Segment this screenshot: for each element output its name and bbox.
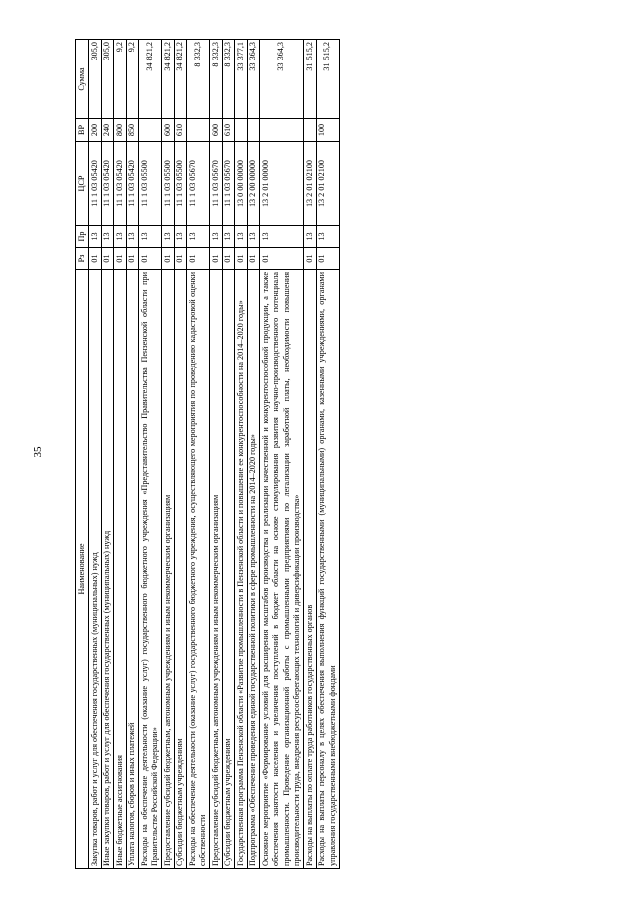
cell-pr: 13 bbox=[235, 226, 248, 248]
cell-sum: 33 377,1 bbox=[235, 40, 248, 119]
table-row bbox=[222, 40, 235, 869]
cell-sum: 8 332,3 bbox=[210, 40, 223, 119]
table-row bbox=[126, 40, 139, 869]
cell-name: Расходы на выплаты персоналу в целях обеспечения выполнения функций государственными (муниципальными) органами, казенными учреждениями, органами управления государственными внебюджетными фондами bbox=[316, 270, 339, 869]
cell-vr: 240 bbox=[101, 119, 114, 142]
header-vr: ВР bbox=[76, 119, 89, 142]
cell-name: Иные бюджетные ассигнования bbox=[114, 270, 127, 869]
cell-pr: 13 bbox=[210, 226, 223, 248]
cell-vr: 100 bbox=[316, 119, 339, 142]
cell-vr bbox=[260, 119, 304, 142]
cell-pr: 13 bbox=[89, 226, 102, 248]
cell-pr: 13 bbox=[187, 226, 210, 248]
cell-rz: 01 bbox=[174, 248, 187, 270]
page-number: 35 bbox=[32, 446, 44, 458]
rotated-table-container bbox=[75, 40, 340, 869]
cell-csr: 11 1 03 05500 bbox=[139, 142, 162, 226]
header-pr: Пр bbox=[76, 226, 89, 248]
cell-sum: 31 515,2 bbox=[304, 40, 317, 119]
cell-csr: 11 1 03 05500 bbox=[174, 142, 187, 226]
cell-csr: 11 1 03 05670 bbox=[187, 142, 210, 226]
cell-csr: 11 1 03 05670 bbox=[222, 142, 235, 226]
cell-name: Расходы на обеспечение деятельности (оказание услуг) государственного бюджетного учреждения, осуществляющего мероприятия по проведению кадастровой оценки собственности bbox=[187, 270, 210, 869]
cell-name: Субсидии бюджетным учреждениям bbox=[174, 270, 187, 869]
table-row bbox=[235, 40, 248, 869]
table-row bbox=[316, 40, 339, 869]
cell-csr: 11 1 03 05670 bbox=[210, 142, 223, 226]
cell-csr: 11 1 03 05420 bbox=[89, 142, 102, 226]
cell-vr bbox=[139, 119, 162, 142]
cell-pr: 13 bbox=[304, 226, 317, 248]
cell-vr bbox=[304, 119, 317, 142]
cell-sum: 8 332,3 bbox=[222, 40, 235, 119]
cell-sum: 34 821,2 bbox=[162, 40, 175, 119]
table-row bbox=[101, 40, 114, 869]
cell-vr: 200 bbox=[89, 119, 102, 142]
cell-sum: 34 821,2 bbox=[174, 40, 187, 119]
cell-sum: 33 364,3 bbox=[260, 40, 304, 119]
cell-sum: 31 515,2 bbox=[316, 40, 339, 119]
cell-rz: 01 bbox=[126, 248, 139, 270]
table-row bbox=[139, 40, 162, 869]
cell-sum: 8 332,3 bbox=[187, 40, 210, 119]
cell-csr: 13 2 01 02100 bbox=[304, 142, 317, 226]
cell-sum: 9,2 bbox=[114, 40, 127, 119]
cell-pr: 13 bbox=[222, 226, 235, 248]
cell-sum: 9,2 bbox=[126, 40, 139, 119]
table-row bbox=[187, 40, 210, 869]
table-row bbox=[260, 40, 304, 869]
cell-csr: 11 1 03 05500 bbox=[162, 142, 175, 226]
cell-name: Расходы на обеспечение деятельности (оказание услуг) государственного бюджетного учреждения «Представительство Правительства Пензенской области при Правительстве Российской Федерации» bbox=[139, 270, 162, 869]
cell-rz: 01 bbox=[304, 248, 317, 270]
cell-rz: 01 bbox=[210, 248, 223, 270]
table-row bbox=[210, 40, 223, 869]
cell-name: Основное мероприятие «Формирование условий для расширения масштабов производства и реализации качественной и конкурентоспособной продукции, а также обеспечения занятости населения и увеличения поступлений в бюджет области на основе стимулирования развития научно-производственного потенциала промышленности. Проведение организационной работы с промышленными предприятиями по легализации заработной платы, необходимости повышения производительности труда, внедрения ресурсосберегающих технологий и диверсификации производства» bbox=[260, 270, 304, 869]
cell-csr: 13 2 00 00000 bbox=[247, 142, 260, 226]
table-row bbox=[89, 40, 102, 869]
cell-vr: 610 bbox=[174, 119, 187, 142]
cell-rz: 01 bbox=[316, 248, 339, 270]
cell-csr: 13 2 01 00000 bbox=[260, 142, 304, 226]
cell-name: Предоставление субсидий бюджетным, автономным учреждениям и иным некоммерческим организациям bbox=[210, 270, 223, 869]
cell-pr: 13 bbox=[260, 226, 304, 248]
cell-name: Расходы на выплаты по оплате труда работников государственных органов bbox=[304, 270, 317, 869]
cell-pr: 13 bbox=[174, 226, 187, 248]
cell-csr: 13 0 00 00000 bbox=[235, 142, 248, 226]
cell-csr: 13 2 01 02100 bbox=[316, 142, 339, 226]
cell-vr: 610 bbox=[222, 119, 235, 142]
header-name: Наименование bbox=[76, 270, 89, 869]
cell-name: Подпрограмма «Обеспечение проведения единой государственной политики в сфере промышленности на 2014–2020 годы» bbox=[247, 270, 260, 869]
table-row bbox=[247, 40, 260, 869]
cell-rz: 01 bbox=[162, 248, 175, 270]
cell-sum: 34 821,2 bbox=[139, 40, 162, 119]
table-header-row bbox=[76, 40, 89, 869]
cell-pr: 13 bbox=[162, 226, 175, 248]
cell-name: Государственная программа Пензенской области «Развитие промышленности в Пензенской области и повышение ее конкурентоспособности на 2014–2020 годы» bbox=[235, 270, 248, 869]
cell-rz: 01 bbox=[89, 248, 102, 270]
header-sum: Сумма bbox=[76, 40, 89, 119]
cell-csr: 11 1 03 05420 bbox=[101, 142, 114, 226]
cell-rz: 01 bbox=[247, 248, 260, 270]
cell-rz: 01 bbox=[139, 248, 162, 270]
cell-csr: 11 1 03 05420 bbox=[126, 142, 139, 226]
cell-name: Закупка товаров, работ и услуг для обеспечения государственных (муниципальных) нужд bbox=[89, 270, 102, 869]
budget-table bbox=[75, 39, 340, 869]
table-row bbox=[114, 40, 127, 869]
header-csr: ЦСР bbox=[76, 142, 89, 226]
cell-name: Субсидии бюджетным учреждениям bbox=[222, 270, 235, 869]
cell-rz: 01 bbox=[235, 248, 248, 270]
cell-pr: 13 bbox=[114, 226, 127, 248]
cell-pr: 13 bbox=[316, 226, 339, 248]
cell-sum: 33 364,3 bbox=[247, 40, 260, 119]
cell-name: Уплата налогов, сборов и иных платежей bbox=[126, 270, 139, 869]
cell-pr: 13 bbox=[126, 226, 139, 248]
cell-vr bbox=[247, 119, 260, 142]
cell-vr: 850 bbox=[126, 119, 139, 142]
cell-pr: 13 bbox=[247, 226, 260, 248]
cell-vr: 800 bbox=[114, 119, 127, 142]
cell-vr bbox=[235, 119, 248, 142]
cell-rz: 01 bbox=[101, 248, 114, 270]
cell-rz: 01 bbox=[114, 248, 127, 270]
cell-vr bbox=[187, 119, 210, 142]
header-rz: Рз bbox=[76, 248, 89, 270]
cell-name: Предоставление субсидий бюджетным, автономным учреждениям и иным некоммерческим организациям bbox=[162, 270, 175, 869]
cell-name: Иные закупки товаров, работ и услуг для обеспечения государственных (муниципальных) нужд bbox=[101, 270, 114, 869]
table-row bbox=[174, 40, 187, 869]
cell-csr: 11 1 03 05420 bbox=[114, 142, 127, 226]
table-body bbox=[89, 40, 340, 869]
cell-rz: 01 bbox=[260, 248, 304, 270]
cell-rz: 01 bbox=[187, 248, 210, 270]
table-row bbox=[304, 40, 317, 869]
cell-sum: 305,0 bbox=[101, 40, 114, 119]
cell-sum: 305,0 bbox=[89, 40, 102, 119]
table-row bbox=[162, 40, 175, 869]
cell-vr: 600 bbox=[210, 119, 223, 142]
cell-pr: 13 bbox=[139, 226, 162, 248]
cell-rz: 01 bbox=[222, 248, 235, 270]
cell-vr: 600 bbox=[162, 119, 175, 142]
cell-pr: 13 bbox=[101, 226, 114, 248]
